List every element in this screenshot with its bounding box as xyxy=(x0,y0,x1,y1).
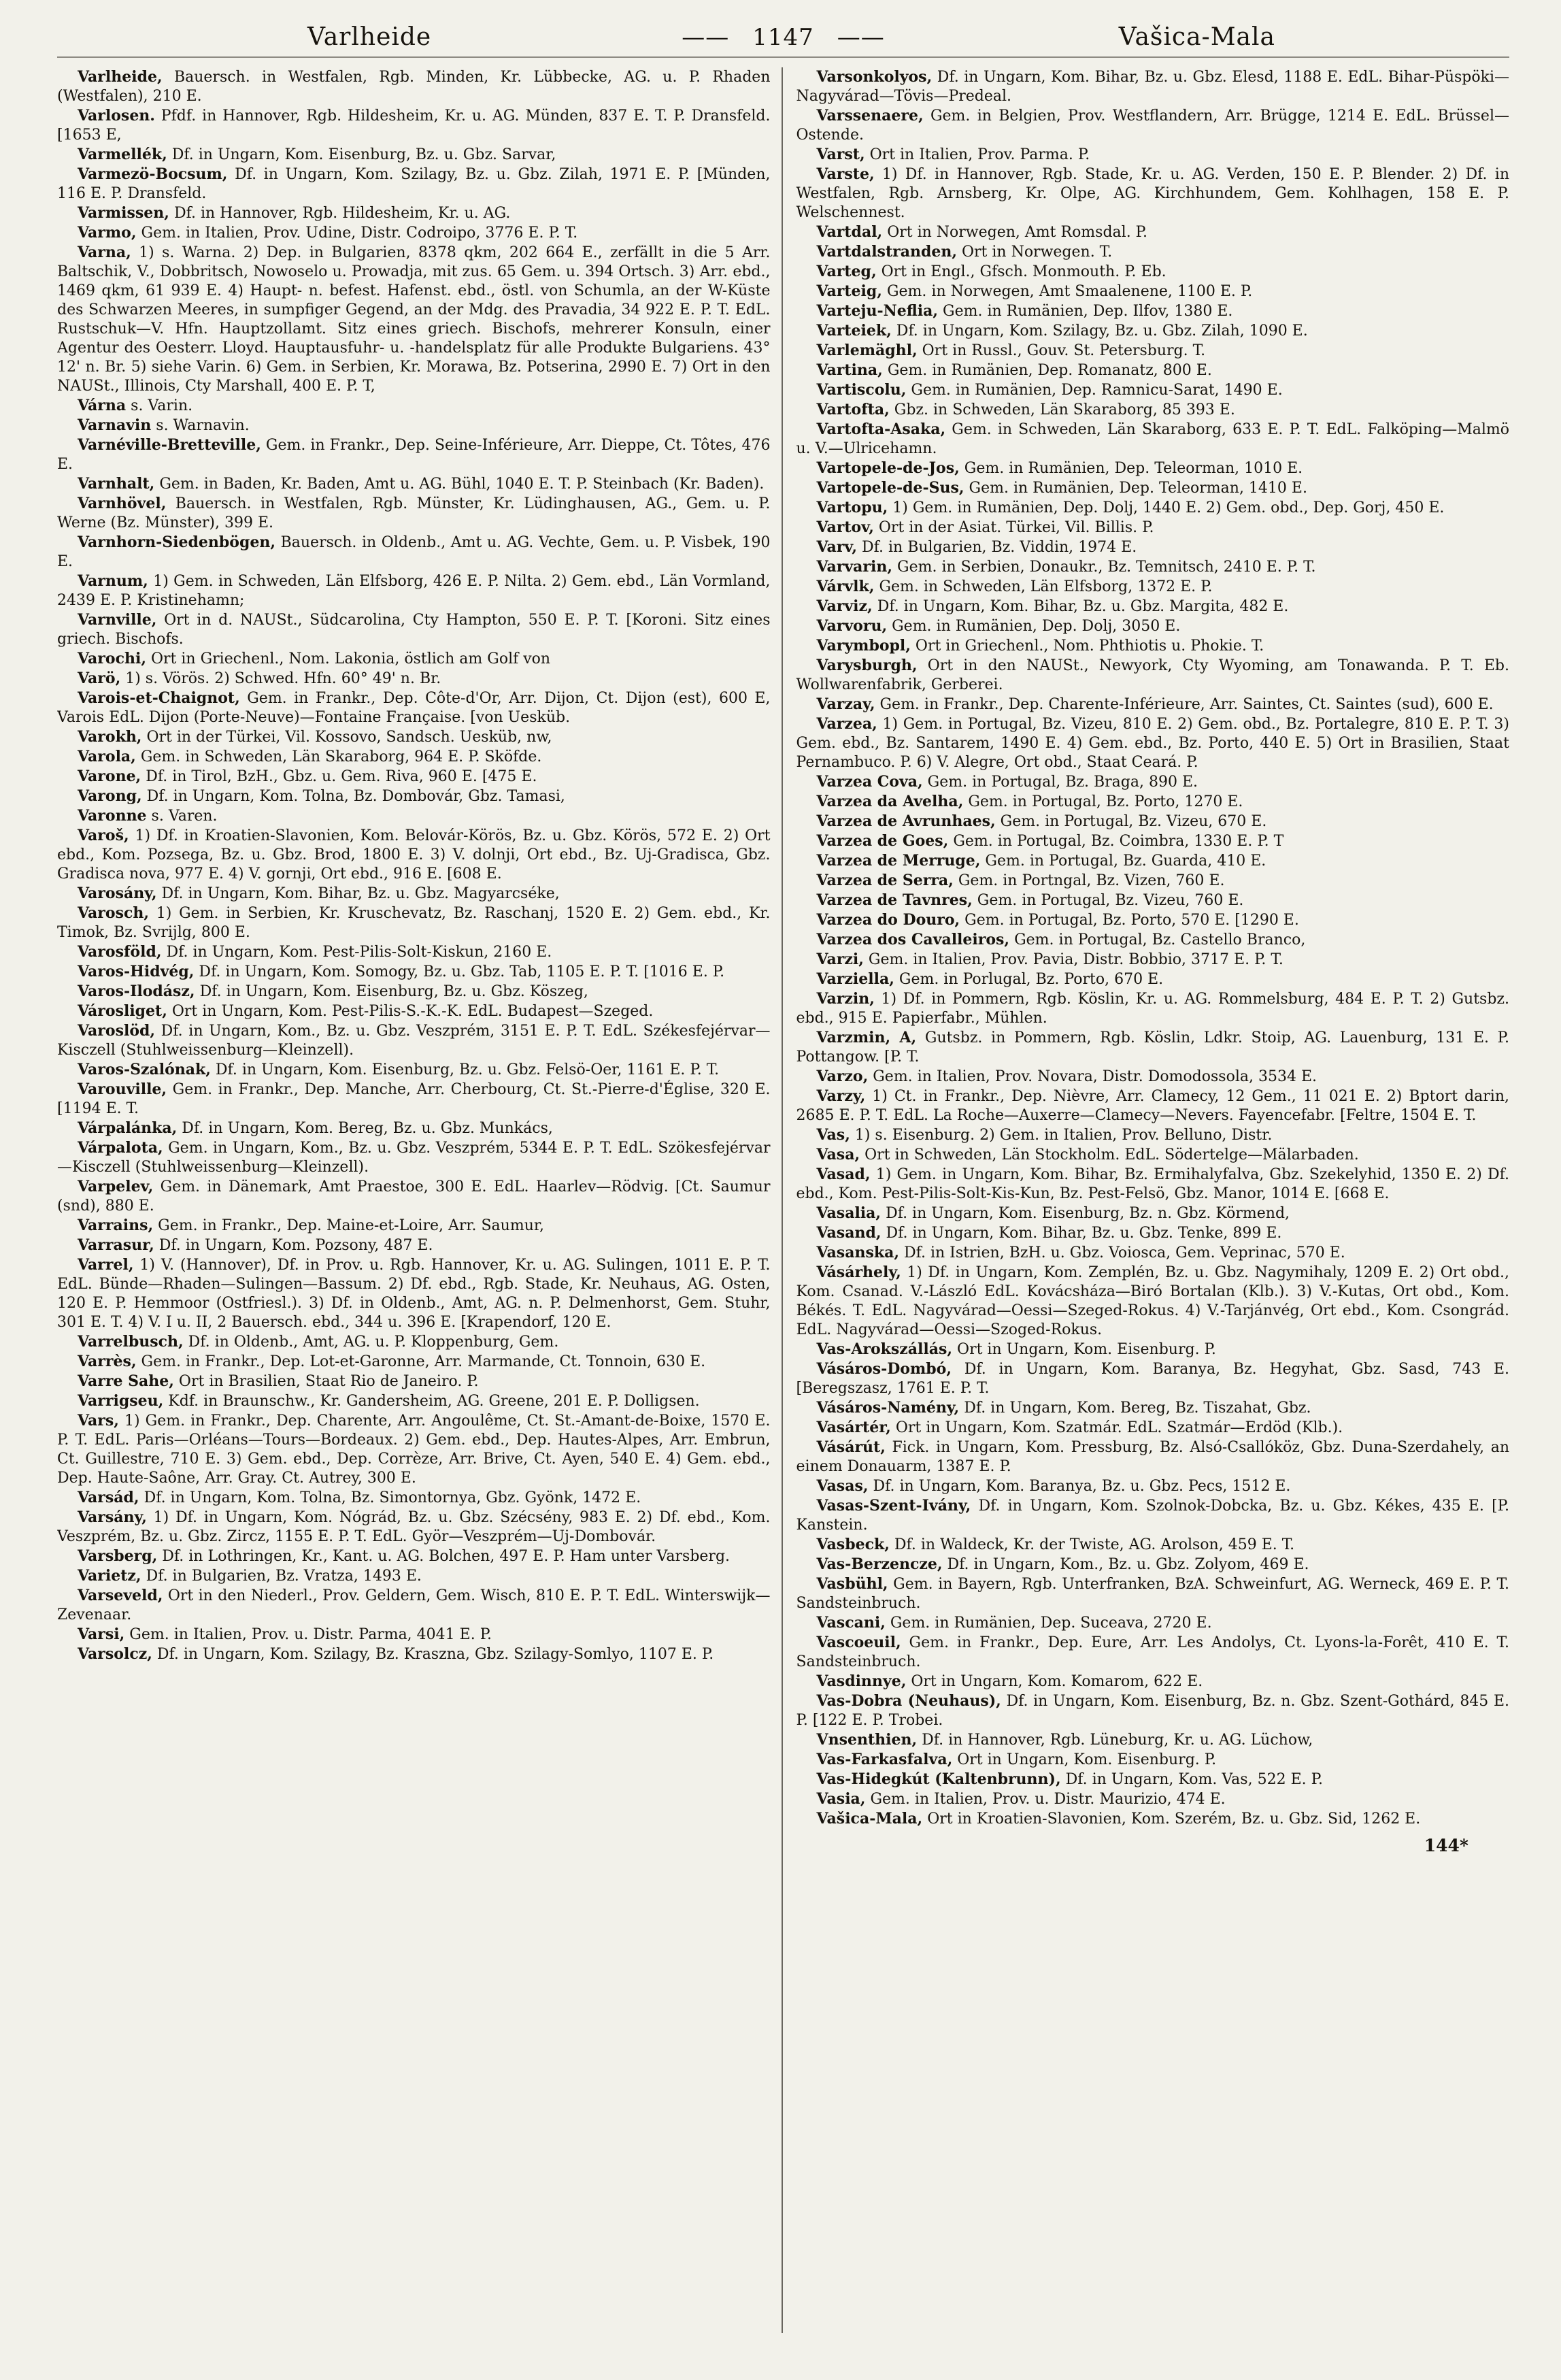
gazetteer-entry: Varsád, Df. in Ungarn, Kom. Tolna, Bz. Simontornya, Gbz. Gyönk, 1472 E. xyxy=(78,1489,641,1506)
text-columns xyxy=(57,67,1509,2333)
entry-headword: Vásáros-Dombó, xyxy=(816,1360,952,1378)
gazetteer-entry: Varzay, Gem. in Frankr., Dep. Charente-Inférieure, Arr. Saintes, Ct. Saintes (sud), 600 E. xyxy=(816,695,1494,713)
header-dash-left: —— xyxy=(682,24,730,51)
gazetteer-entry: Varnhalt, Gem. in Baden, Kr. Baden, Amt u. AG. Bühl, 1040 E. T. P. Steinbach (Kr. Baden). xyxy=(78,475,765,493)
entry-headword: Varnhövel, xyxy=(78,495,167,512)
entry-headword: Vartov, xyxy=(816,518,874,536)
gazetteer-entry: Varzea de Merruge, Gem. in Portugal, Bz. Guarda, 410 E. xyxy=(816,852,1266,870)
entry-headword: Vasbühl, xyxy=(816,1575,888,1593)
gazetteer-entry: Vašica-Mala, Ort in Kroatien-Slavonien, Kom. Szerém, Bz. u. Gbz. Sid, 1262 E. xyxy=(816,1810,1421,1828)
gazetteer-entry: Vasand, Df. in Ungarn, Kom. Bihar, Bz. u. Gbz. Tenke, 899 E. xyxy=(816,1224,1282,1242)
gazetteer-entry: Vásárhely, 1) Df. in Ungarn, Kom. Zemplén, Bz. u. Gbz. Nagymihaly, 1209 E. 2) Ort obd., Kom. Csanad. V.-László EdL. Kovácsháza—Biró Bortalan (Klb.). 3) V.-Kutas, Ort obd., Kom. Békés. T. EdL. Nagyvárad—Oessi—Szeged-Rokus. 4) V.-Tarjánvég, Ort ebd., Kom. Csongrád. EdL. Nagyvárad—Oessi—Szoged-Rokus. xyxy=(796,1263,1509,1338)
entry-headword: Varong, xyxy=(78,787,142,805)
entry-headword: Vascani, xyxy=(816,1614,886,1632)
gazetteer-entry: Varoslöd, Df. in Ungarn, Kom., Bz. u. Gbz. Veszprém, 3151 E. P. T. EdL. Székesfejérvar—Kisczell (Stuhlweissenburg—Kleinzell). xyxy=(57,1022,771,1059)
entry-headword: Vásárhely, xyxy=(816,1263,901,1281)
entry-headword: Vas-Arokszállás, xyxy=(816,1340,953,1358)
entry-headword: Varmo, xyxy=(78,224,137,242)
gazetteer-entry: Varzea Cova, Gem. in Portugal, Bz. Braga, 890 E. xyxy=(816,773,1198,791)
entry-headword: Vartopele-de-Sus, xyxy=(816,479,964,497)
gazetteer-entry: Varmezö-Bocsum, Df. in Ungarn, Kom. Szilagy, Bz. u. Gbz. Zilah, 1971 E. P. [Münden, 116 E. P. Dransfeld. xyxy=(57,165,771,202)
entry-headword: Varseveld, xyxy=(78,1587,163,1604)
entry-headword: Vasártér, xyxy=(816,1419,891,1436)
gazetteer-entry: Várpalánka, Df. in Ungarn, Kom. Bereg, Bz. u. Gbz. Munkács, xyxy=(78,1119,553,1137)
entry-headword: Varnville, xyxy=(78,611,157,629)
entry-headword: Vašica-Mala, xyxy=(816,1810,923,1828)
entry-headword: Vartopele-de-Jos, xyxy=(816,459,960,477)
entry-headword: Varrès, xyxy=(78,1353,137,1370)
entry-headword: Városliget, xyxy=(78,1002,167,1020)
entry-headword: Vasas-Szent-Ivány, xyxy=(816,1497,971,1515)
entry-headword: Varzea Cova, xyxy=(816,773,923,791)
gazetteer-entry: Vasbeck, Df. in Waldeck, Kr. der Twiste, AG. Arolson, 459 E. T. xyxy=(816,1536,1295,1553)
entry-headword: Varzy, xyxy=(816,1087,866,1105)
gazetteer-entry: Vartov, Ort in der Asiat. Türkei, Vil. Billis. P. xyxy=(816,518,1154,536)
entry-headword: Varrigseu, xyxy=(78,1392,164,1410)
gazetteer-entry: Varssenaere, Gem. in Belgien, Prov. Westflandern, Arr. Brügge, 1214 E. EdL. Brüssel—Ostende. xyxy=(796,107,1509,144)
gazetteer-entry: Vasia, Gem. in Italien, Prov. u. Distr. Maurizio, 474 E. xyxy=(816,1790,1226,1808)
gazetteer-entry: Varst, Ort in Italien, Prov. Parma. P. xyxy=(816,146,1090,163)
gazetteer-entry: Varos-Ilodász, Df. in Ungarn, Kom. Eisenburg, Bz. u. Gbz. Köszeg, xyxy=(78,982,588,1000)
gazetteer-entry: Varonne s. Varen. xyxy=(78,807,218,825)
gazetteer-entry: Varpelev, Gem. in Dänemark, Amt Praestoe, 300 E. EdL. Haarlev—Rödvig. [Ct. Saumur (snd), 880 E. xyxy=(57,1178,771,1214)
page-header xyxy=(57,23,1509,51)
gazetteer-entry: Varosány, Df. in Ungarn, Kom. Bihar, Bz. u. Gbz. Magyarcséke, xyxy=(78,885,560,902)
header-right-keyword: Vašica-Mala xyxy=(1118,23,1275,51)
gazetteer-entry: Varste, 1) Df. in Hannover, Rgb. Stade, Kr. u. AG. Verden, 150 E. P. Blender. 2) Df. in Westfalen, Rgb. Arnsberg, Kr. Olpe, AG. Kirchhundem, Gem. Kohlhagen, 158 E. P. Welschennest. xyxy=(796,165,1509,221)
entry-headword: Vas-Berzencze, xyxy=(816,1555,943,1573)
entry-headword: Varmellék, xyxy=(78,146,167,163)
entry-headword: Varsány, xyxy=(78,1508,147,1526)
gazetteer-entry: Vartopele-de-Jos, Gem. in Rumänien, Dep. Teleorman, 1010 E. xyxy=(816,459,1303,477)
gazetteer-entry: Várvlk, Gem. in Schweden, Län Elfsborg, 1372 E. P. xyxy=(816,578,1213,595)
gazetteer-entry: Varmellék, Df. in Ungarn, Kom. Eisenburg, Bz. u. Gbz. Sarvar, xyxy=(78,146,556,163)
entry-headword: Varonne xyxy=(78,807,147,825)
entry-headword: Varnéville-Bretteville, xyxy=(78,436,261,454)
entry-headword: Vasia, xyxy=(816,1790,866,1808)
gazetteer-entry: Vasa, Ort in Schweden, Län Stockholm. EdL. Södertelge—Mälarbaden. xyxy=(816,1146,1359,1163)
entry-headword: Varsád, xyxy=(78,1489,139,1506)
entry-headword: Varnum, xyxy=(78,572,148,590)
entry-headword: Varteig, xyxy=(816,282,882,300)
gazetteer-entry: Varysburgh, Ort in den NAUSt., Newyork, Cty Wyoming, am Tonawanda. P. T. Eb. Wollwarenfabrik, Gerberei. xyxy=(796,657,1509,693)
gazetteer-entry: Várpalota, Gem. in Ungarn, Kom., Bz. u. Gbz. Veszprém, 5344 E. P. T. EdL. Szökesfejérvar—Kisczell (Stuhlweissenburg—Kleinzell). xyxy=(57,1139,771,1176)
entry-headword: Vásáros-Namény, xyxy=(816,1399,960,1417)
entry-headword: Vasas, xyxy=(816,1477,869,1495)
entry-headword: Varzea de Goes, xyxy=(816,832,949,850)
column-divider xyxy=(782,67,783,2333)
gazetteer-entry: Varnville, Ort in d. NAUSt., Südcarolina, Cty Hampton, 550 E. P. T. [Koroni. Sitz eines griech. Bischofs. xyxy=(57,611,771,648)
right-column xyxy=(783,67,1510,2333)
gazetteer-entry: Varziella, Gem. in Porlugal, Bz. Porto, 670 E. xyxy=(816,970,1164,988)
entry-headword: Varos-Hidvég, xyxy=(78,963,195,980)
entry-headword: Varzea de Merruge, xyxy=(816,852,981,870)
entry-headword: Varteg, xyxy=(816,263,877,280)
gazetteer-entry: Vartdalstranden, Ort in Norwegen. T. xyxy=(816,243,1113,261)
entry-headword: Vasad, xyxy=(816,1166,871,1183)
entry-headword: Vas, xyxy=(816,1126,850,1144)
entry-headword: Varnhorn-Siedenbögen, xyxy=(78,533,275,551)
gazetteer-entry: Varochi, Ort in Griechenl., Nom. Lakonia, östlich am Golf von xyxy=(78,650,551,667)
entry-headword: Varsi, xyxy=(78,1625,125,1643)
gazetteer-entry: Vartopele-de-Sus, Gem. in Rumänien, Dep. Teleorman, 1410 E. xyxy=(816,479,1307,497)
gazetteer-entry: Varnhövel, Bauersch. in Westfalen, Rgb. Münster, Kr. Lüdinghausen, AG., Gem. u. P. Werne (Bz. Münster), 399 E. xyxy=(57,495,771,531)
gazetteer-entry: Vartofta-Asaka, Gem. in Schweden, Län Skaraborg, 633 E. P. T. EdL. Falköping—Malmö u. V.—Ulricehamn. xyxy=(796,420,1509,457)
gazetteer-entry: Varzea de Avrunhaes, Gem. in Portugal, Bz. Vizeu, 670 E. xyxy=(816,812,1267,830)
gazetteer-entry: Vas-Dobra (Neuhaus), Df. in Ungarn, Kom. Eisenburg, Bz. n. Gbz. Szent-Gothárd, 845 E. P. [122 E. P. Trobei. xyxy=(796,1692,1509,1729)
entry-headword: Varnhalt, xyxy=(78,475,155,493)
gazetteer-entry: Varzea de Goes, Gem. in Portugal, Bz. Coimbra, 1330 E. P. T xyxy=(816,832,1284,850)
gazetteer-entry: Varokh, Ort in der Türkei, Vil. Kossovo, Sandsch. Uesküb, nw, xyxy=(78,728,552,746)
entry-headword: Varosföld, xyxy=(78,943,162,961)
gazetteer-entry: Vartofta, Gbz. in Schweden, Län Skaraborg, 85 393 E. xyxy=(816,401,1235,418)
gazetteer-entry: Vartiscolu, Gem. in Rumänien, Dep. Ramnicu-Sarat, 1490 E. xyxy=(816,381,1283,399)
entry-headword: Várpalota, xyxy=(78,1139,163,1157)
entry-headword: Varietz, xyxy=(78,1567,141,1585)
entry-headword: Varzea do Douro, xyxy=(816,911,960,929)
entry-headword: Varzi, xyxy=(816,951,864,968)
entry-headword: Varlemäghl, xyxy=(816,342,918,359)
entry-headword: Varois-et-Chaignot, xyxy=(78,689,240,707)
entry-headword: Varzea da Avelha, xyxy=(816,793,964,810)
gazetteer-entry: Vasdinnye, Ort in Ungarn, Kom. Komarom, 622 E. xyxy=(816,1672,1203,1690)
left-column xyxy=(57,67,782,2333)
entry-headword: Vas-Dobra (Neuhaus), xyxy=(816,1692,1001,1710)
signature-mark: 144* xyxy=(1424,1836,1468,1855)
gazetteer-entry: Vasas-Szent-Ivány, Df. in Ungarn, Kom. Szolnok-Dobcka, Bz. u. Gbz. Kékes, 435 E. [P. Kanstein. xyxy=(796,1497,1509,1534)
gazetteer-entry: Varzo, Gem. in Italien, Prov. Novara, Distr. Domodossola, 3534 E. xyxy=(816,1068,1317,1085)
entry-headword: Varokh, xyxy=(78,728,142,746)
entry-headword: Varos-Szalónak, xyxy=(78,1061,211,1078)
entry-headword: Varone, xyxy=(78,767,141,785)
page-number: 1147 xyxy=(752,24,814,51)
entry-headword: Varos-Ilodász, xyxy=(78,982,195,1000)
gazetteer-entry: Varnéville-Bretteville, Gem. in Frankr., Dep. Seine-Inférieure, Arr. Dieppe, Ct. Tôtes, 476 E. xyxy=(57,436,771,473)
gazetteer-entry: Vartopu, 1) Gem. in Rumänien, Dep. Dolj, 1440 E. 2) Gem. obd., Dep. Gorj, 450 E. xyxy=(816,499,1445,516)
gazetteer-entry: Vascoeuil, Gem. in Frankr., Dep. Eure, Arr. Les Andolys, Ct. Lyons-la-Forêt, 410 E. T. Sandsteinbruch. xyxy=(796,1634,1509,1670)
entry-headword: Varzmin, A, xyxy=(816,1029,917,1046)
entry-headword: Vartina, xyxy=(816,361,883,379)
gazetteer-entry: Vartdal, Ort in Norwegen, Amt Romsdal. P. xyxy=(816,223,1148,241)
entry-headword: Varzea de Tavnres, xyxy=(816,891,973,909)
gazetteer-entry: Varv, Df. in Bulgarien, Bz. Viddin, 1974 E. xyxy=(816,538,1137,556)
entry-headword: Vartdalstranden, xyxy=(816,243,957,261)
entry-headword: Varpelev, xyxy=(78,1178,154,1195)
right-column-entries xyxy=(796,67,1510,1829)
entry-headword: Varmezö-Bocsum, xyxy=(78,165,228,183)
header-dash-right: —— xyxy=(837,24,885,51)
entry-headword: Vasanska, xyxy=(816,1244,899,1261)
gazetteer-entry: Varvoru, Gem. in Rumänien, Dep. Dolj, 3050 E. xyxy=(816,617,1181,635)
entry-headword: Varsolcz, xyxy=(78,1645,152,1663)
entry-headword: Varzin, xyxy=(816,990,875,1008)
entry-headword: Varzea, xyxy=(816,715,877,733)
header-left-keyword: Varlheide xyxy=(307,23,432,51)
gazetteer-entry: Varoš, 1) Df. in Kroatien-Slavonien, Kom. Belovár-Körös, Bz. u. Gbz. Körös, 572 E. 2) Ort ebd., Kom. Pozsega, Bz. u. Gbz. Brod, 1800 E. 3) V. dolnji, Ort ebd., Bz. Uj-Gradisca, Gbz. Gradisca nova, 977 E. 4) V. gornji, Ort ebd., 916 E. [608 E. xyxy=(57,827,771,882)
gazetteer-entry: Varlemäghl, Ort in Russl., Gouv. St. Petersburg. T. xyxy=(816,342,1206,359)
gazetteer-entry: Varzmin, A, Gutsbz. in Pommern, Rgb. Köslin, Ldkr. Stoip, AG. Lauenburg, 131 E. P. Pottangow. [P. T. xyxy=(796,1029,1509,1065)
gazetteer-entry: Vasanska, Df. in Istrien, BzH. u. Gbz. Voiosca, Gem. Veprinac, 570 E. xyxy=(816,1244,1345,1261)
entry-headword: Várpalánka, xyxy=(78,1119,178,1137)
entry-headword: Varzea dos Cavalleiros, xyxy=(816,931,1010,948)
entry-headword: Varssenaere, xyxy=(816,107,924,125)
entry-headword: Varlosen. xyxy=(78,107,155,125)
gazetteer-entry: Varone, Df. in Tirol, BzH., Gbz. u. Gem. Riva, 960 E. [475 E. xyxy=(78,767,537,785)
gazetteer-entry: Varvarin, Gem. in Serbien, Donaukr., Bz. Temnitsch, 2410 E. P. T. xyxy=(816,558,1316,576)
entry-headword: Varymbopl, xyxy=(816,637,911,655)
gazetteer-entry: Vas-Arokszállás, Ort in Ungarn, Kom. Eisenburg. P. xyxy=(816,1340,1216,1358)
gazetteer-entry: Vnsenthien, Df. in Hannover, Rgb. Lüneburg, Kr. u. AG. Lüchow, xyxy=(816,1731,1313,1749)
gazetteer-entry: Vasas, Df. in Ungarn, Kom. Baranya, Bz. u. Gbz. Pecs, 1512 E. xyxy=(816,1477,1291,1495)
gazetteer-entry: Vas-Hidegkút (Kaltenbrunn), Df. in Ungarn, Kom. Vas, 522 E. P. xyxy=(816,1770,1323,1788)
entry-headword: Varste, xyxy=(816,165,875,183)
entry-headword: Varrains, xyxy=(78,1217,154,1234)
gazetteer-entry: Varzea da Avelha, Gem. in Portugal, Bz. Porto, 1270 E. xyxy=(816,793,1243,810)
gazetteer-entry: Varö, 1) s. Vörös. 2) Schwed. Hfn. 60° 49' n. Br. xyxy=(78,670,441,687)
gazetteer-entry: Vas, 1) s. Eisenburg. 2) Gem. in Italien, Prov. Belluno, Distr. xyxy=(816,1126,1273,1144)
entry-headword: Varviz, xyxy=(816,597,873,615)
gazetteer-entry: Varola, Gem. in Schweden, Län Skaraborg, 964 E. P. Sköfde. xyxy=(78,748,542,765)
gazetteer-entry: Vasad, 1) Gem. in Ungarn, Kom. Bihar, Bz. Ermihalyfalva, Gbz. Szekelyhid, 1350 E. 2) Df. ebd., Kom. Pest-Pilis-Solt-Kis-Kun, Bz. Pest-Felsö, Gbz. Manor, 1014 E. [668 E. xyxy=(796,1166,1509,1202)
gazetteer-entry: Varietz, Df. in Bulgarien, Bz. Vratza, 1493 E. xyxy=(78,1567,422,1585)
entry-headword: Varvarin, xyxy=(816,558,893,576)
gazetteer-entry: Varlheide, Bauersch. in Westfalen, Rgb. Minden, Kr. Lübbecke, AG. u. P. Rhaden (Westfalen), 210 E. xyxy=(57,68,771,105)
entry-headword: Vas-Hidegkút (Kaltenbrunn), xyxy=(816,1770,1061,1788)
gazetteer-entry: Vasalia, Df. in Ungarn, Kom. Eisenburg, Bz. n. Gbz. Körmend, xyxy=(816,1204,1290,1222)
gazetteer-entry: Varosföld, Df. in Ungarn, Kom. Pest-Pilis-Solt-Kiskun, 2160 E. xyxy=(78,943,552,961)
gazetteer-entry: Varzea de Serra, Gem. in Portngal, Bz. Vizen, 760 E. xyxy=(816,872,1225,889)
entry-headword: Varzay, xyxy=(816,695,875,713)
entry-headword: Varteiek, xyxy=(816,322,892,340)
entry-headword: Varrelbusch, xyxy=(78,1333,184,1351)
gazetteer-entry: Varrel, 1) V. (Hannover), Df. in Prov. u. Rgb. Hannover, Kr. u. AG. Sulingen, 1011 E. P. T. EdL. Bünde—Rhaden—Sulingen—Bassum. 2) Df. ebd., Rgb. Stade, Kr. Neuhaus, AG. Osten, 120 E. P. Hemmoor (Ostfriesl.). 3) Df. in Oldenb., Amt, AG. n. P. Delmenhorst, Gem. Stuhr, 301 E. T. 4) V. I u. II, 2 Bauersch. ebd., 344 u. 396 E. [Krapendorf, 120 E. xyxy=(57,1256,771,1331)
gazetteer-entry: Varnavin s. Warnavin. xyxy=(78,416,250,434)
gazetteer-entry: Varzea dos Cavalleiros, Gem. in Portugal, Bz. Castello Branco, xyxy=(816,931,1306,948)
entry-headword: Varna, xyxy=(78,244,131,261)
entry-headword: Varochi, xyxy=(78,650,146,667)
gazetteer-entry: Varouville, Gem. in Frankr., Dep. Manche, Arr. Cherbourg, Ct. St.-Pierre-d'Église, 320 E. [1194 E. T. xyxy=(57,1080,771,1117)
entry-headword: Varsonkolyos, xyxy=(816,68,933,86)
gazetteer-entry: Varteig, Gem. in Norwegen, Amt Smaalenene, 1100 E. P. xyxy=(816,282,1253,300)
gazetteer-entry: Vásárút, Fick. in Ungarn, Kom. Pressburg, Bz. Alsó-Csallóköz, Gbz. Duna-Szerdahely, an einem Donauarm, 1387 E. P. xyxy=(796,1438,1509,1475)
gazetteer-entry: Várna s. Varin. xyxy=(78,397,193,414)
entry-headword: Vartdal, xyxy=(816,223,883,241)
gazetteer-entry: Varzea de Tavnres, Gem. in Portugal, Bz. Vizeu, 760 E. xyxy=(816,891,1244,909)
gazetteer-entry: Vásáros-Namény, Df. in Ungarn, Kom. Bereg, Bz. Tiszahat, Gbz. xyxy=(816,1399,1311,1417)
gazetteer-entry: Varong, Df. in Ungarn, Kom. Tolna, Bz. Dombovár, Gbz. Tamasi, xyxy=(78,787,565,805)
gazetteer-entry: Varnhorn-Siedenbögen, Bauersch. in Oldenb., Amt u. AG. Vechte, Gem. u. P. Visbek, 190 E. xyxy=(57,533,771,570)
gazetteer-entry: Varrès, Gem. in Frankr., Dep. Lot-et-Garonne, Arr. Marmande, Ct. Tonnoin, 630 E. xyxy=(78,1353,706,1370)
entry-headword: Varosch, xyxy=(78,904,150,922)
gazetteer-entry: Varlosen. Pfdf. in Hannover, Rgb. Hildesheim, Kr. u. AG. Münden, 837 E. T. P. Dransfeld. [1653 E, xyxy=(57,107,771,144)
entry-headword: Varvoru, xyxy=(816,617,888,635)
gazetteer-entry: Varteiek, Df. in Ungarn, Kom. Szilagy, Bz. u. Gbz. Zilah, 1090 E. xyxy=(816,322,1308,340)
entry-headword: Varv, xyxy=(816,538,858,556)
gazetteer-entry: Varzea, 1) Gem. in Portugal, Bz. Vizeu, 810 E. 2) Gem. obd., Bz. Portalegre, 810 E. P. T. 3) Gem. ebd., Bz. Santarem, 1490 E. 4) Gem. ebd., Bz. Porto, 440 E. 5) Ort in Brasilien, Staat Pernambuco. P. 6) V. Alegre, Ort obd., Staat Ceará. P. xyxy=(796,715,1509,771)
entry-headword: Varrel, xyxy=(78,1256,134,1274)
gazetteer-entry: Varmo, Gem. in Italien, Prov. Udine, Distr. Codroipo, 3776 E. P. T. xyxy=(78,224,578,242)
header-rule xyxy=(57,56,1509,58)
gazetteer-entry: Vasártér, Ort in Ungarn, Kom. Szatmár. EdL. Szatmár—Erdöd (Klb.). xyxy=(816,1419,1343,1436)
gazetteer-entry: Varsberg, Df. in Lothringen, Kr., Kant. u. AG. Bolchen, 497 E. P. Ham unter Varsberg. xyxy=(78,1547,731,1565)
gazetteer-entry: Vásáros-Dombó, Df. in Ungarn, Kom. Baranya, Bz. Hegyhat, Gbz. Sasd, 743 E. [Beregszasz, 1761 E. P. T. xyxy=(796,1360,1509,1397)
entry-headword: Varö, xyxy=(78,670,121,687)
entry-headword: Varsberg, xyxy=(78,1547,158,1565)
gazetteer-entry: Varos-Hidvég, Df. in Ungarn, Kom. Somogy, Bz. u. Gbz. Tab, 1105 E. P. T. [1016 E. P. xyxy=(78,963,725,980)
entry-headword: Vas-Farkasfalva, xyxy=(816,1751,953,1768)
entry-headword: Varysburgh, xyxy=(816,657,918,674)
gazetteer-entry: Városliget, Ort in Ungarn, Kom. Pest-Pilis-S.-K.-K. EdL. Budapest—Szeged. xyxy=(78,1002,654,1020)
entry-headword: Varre Sahe, xyxy=(78,1372,174,1390)
entry-headword: Varst, xyxy=(816,146,865,163)
entry-headword: Vasand, xyxy=(816,1224,882,1242)
gazetteer-entry: Varos-Szalónak, Df. in Ungarn, Kom. Eisenburg, Bz. u. Gbz. Felsö-Oer, 1161 E. P. T. xyxy=(78,1061,720,1078)
gazetteer-entry: Varre Sahe, Ort in Brasilien, Staat Rio de Janeiro. P. xyxy=(78,1372,479,1390)
gazetteer-entry: Varseveld, Ort in den Niederl., Prov. Geldern, Gem. Wisch, 810 E. P. T. EdL. Winterswijk—Zevenaar. xyxy=(57,1587,771,1623)
entry-headword: Varziella, xyxy=(816,970,894,988)
gazetteer-entry: Varteju-Neflia, Gem. in Rumänien, Dep. Ilfov, 1380 E. xyxy=(816,302,1233,320)
gazetteer-entry: Vascani, Gem. in Rumänien, Dep. Suceava, 2720 E. xyxy=(816,1614,1212,1632)
entry-headword: Vartiscolu, xyxy=(816,381,907,399)
gazetteer-entry: Vas-Farkasfalva, Ort in Ungarn, Kom. Eisenburg. P. xyxy=(816,1751,1217,1768)
entry-headword: Varouville, xyxy=(78,1080,167,1098)
gazetteer-entry: Varzea do Douro, Gem. in Portugal, Bz. Porto, 570 E. [1290 E. xyxy=(816,911,1299,929)
entry-headword: Varoš, xyxy=(78,827,129,844)
entry-headword: Vasdinnye, xyxy=(816,1672,907,1690)
gazetteer-entry: Vars, 1) Gem. in Frankr., Dep. Charente, Arr. Angoulême, Ct. St.-Amant-de-Boixe, 1570 E. P. T. EdL. Paris—Orléans—Tours—Bordeaux. 2) Gem. ebd., Dep. Hautes-Alpes, Arr. Embrun, Ct. Guillestre, 710 E. 3) Gem. ebd., Dep. Corrèze, Arr. Brive, Ct. Ayen, 540 E. 4) Gem. ebd., Dep. Haute-Saône, Arr. Gray. Ct. Autrey, 300 E. xyxy=(57,1412,771,1487)
entry-headword: Varmissen, xyxy=(78,204,169,222)
gazetteer-entry: Vas-Berzencze, Df. in Ungarn, Kom., Bz. u. Gbz. Zolyom, 469 E. xyxy=(816,1555,1309,1573)
entry-headword: Vartopu, xyxy=(816,499,888,516)
entry-headword: Vars, xyxy=(78,1412,119,1429)
entry-headword: Vnsenthien, xyxy=(816,1731,918,1749)
entry-headword: Vasbeck, xyxy=(816,1536,890,1553)
gazetteer-entry: Varnum, 1) Gem. in Schweden, Län Elfsborg, 426 E. P. Nilta. 2) Gem. ebd., Län Vormland, 2439 E. P. Kristinehamn; xyxy=(57,572,771,609)
gazetteer-entry: Varymbopl, Ort in Griechenl., Nom. Phthiotis u. Phokie. T. xyxy=(816,637,1264,655)
gazetteer-entry: Varzin, 1) Df. in Pommern, Rgb. Köslin, Kr. u. AG. Rommelsburg, 484 E. P. T. 2) Gutsbz. ebd., 915 E. Papierfabr., Mühlen. xyxy=(796,990,1509,1027)
gazetteer-entry: Varosch, 1) Gem. in Serbien, Kr. Kruschevatz, Bz. Raschanj, 1520 E. 2) Gem. ebd., Kr. Timok, Bz. Svrijlg, 800 E. xyxy=(57,904,771,941)
gazetteer-entry: Varsolcz, Df. in Ungarn, Kom. Szilagy, Bz. Kraszna, Gbz. Szilagy-Somlyo, 1107 E. P. xyxy=(78,1645,714,1663)
entry-headword: Varrasur, xyxy=(78,1236,154,1254)
entry-headword: Varteju-Neflia, xyxy=(816,302,939,320)
entry-headword: Vartofta-Asaka, xyxy=(816,420,946,438)
entry-headword: Varoslöd, xyxy=(78,1022,156,1040)
entry-headword: Várna xyxy=(78,397,127,414)
header-page-number-group xyxy=(682,24,885,51)
gazetteer-entry: Varzi, Gem. in Italien, Prov. Pavia, Distr. Bobbio, 3717 E. P. T. xyxy=(816,951,1283,968)
entry-headword: Vascoeuil, xyxy=(816,1634,901,1651)
gazetteer-entry: Varrasur, Df. in Ungarn, Kom. Pozsony, 487 E. xyxy=(78,1236,433,1254)
gazetteer-entry: Varsány, 1) Df. in Ungarn, Kom. Nógrád, Bz. u. Gbz. Szécsény, 983 E. 2) Df. ebd., Kom. Veszprém, Bz. u. Gbz. Zircz, 1155 E. P. T. EdL. Györ—Veszprém—Uj-Dombovár. xyxy=(57,1508,771,1545)
gazetteer-entry: Varrains, Gem. in Frankr., Dep. Maine-et-Loire, Arr. Saumur, xyxy=(78,1217,544,1234)
entry-headword: Varzea de Serra, xyxy=(816,872,954,889)
entry-headword: Vartofta, xyxy=(816,401,890,418)
gazetteer-entry: Varsi, Gem. in Italien, Prov. u. Distr. Parma, 4041 E. P. xyxy=(78,1625,492,1643)
entry-headword: Varzea de Avrunhaes, xyxy=(816,812,996,830)
gazetteer-entry: Varrigseu, Kdf. in Braunschw., Kr. Gandersheim, AG. Greene, 201 E. P. Dolligsen. xyxy=(78,1392,700,1410)
entry-headword: Varzo, xyxy=(816,1068,869,1085)
gazetteer-entry: Varna, 1) s. Warna. 2) Dep. in Bulgarien, 8378 qkm, 202 664 E., zerfällt in die 5 Arr. Baltschik, V., Dobbritsch, Nowoselo u. Prowadja, mit zus. 65 Gem. u. 394 Ortsch. 3) Arr. ebd., 1469 qkm, 61 939 E. 4) Haupt- n. befest. Hafenst. ebd., östl. von Schumla, an der W-Küste des Schwarzen Meeres, in sumpfiger Gegend, an der Mdg. des Pravadia, 34 922 E. P. T. EdL. Rustschuk—V. Hfn. Hauptzollamt. Sitz eines griech. Bischofs, mehrerer Konsuln, einer Agentur des Oesterr. Lloyd. Hauptausfuhr- u. -handelsplatz für alle Produkte Bulgariens. 43° 12' n. Br. 5) siehe Varin. 6) Gem. in Serbien, Kr. Morawa, Bz. Potserina, 2990 E. 7) Ort in den NAUSt., Illinois, Cty Marshall, 400 E. P. T, xyxy=(57,244,771,395)
entry-headword: Vasa, xyxy=(816,1146,860,1163)
gazetteer-entry: Varois-et-Chaignot, Gem. in Frankr., Dep. Côte-d'Or, Arr. Dijon, Ct. Dijon (est), 600 E, Varois EdL. Dijon (Porte-Neuve)—Fontaine Française. [von Uesküb. xyxy=(57,689,771,726)
entry-headword: Vásárút, xyxy=(816,1438,886,1456)
entry-headword: Varlheide, xyxy=(78,68,163,86)
gazetteer-entry: Vasbühl, Gem. in Bayern, Rgb. Unterfranken, BzA. Schweinfurt, AG. Werneck, 469 E. P. T. Sandsteinbruch. xyxy=(796,1575,1509,1612)
gazetteer-entry: Vartina, Gem. in Rumänien, Dep. Romanatz, 800 E. xyxy=(816,361,1212,379)
entry-headword: Várvlk, xyxy=(816,578,875,595)
gazetteer-entry: Varviz, Df. in Ungarn, Kom. Bihar, Bz. u. Gbz. Margita, 482 E. xyxy=(816,597,1289,615)
entry-headword: Vasalia, xyxy=(816,1204,882,1222)
gazetteer-entry: Varrelbusch, Df. in Oldenb., Amt, AG. u. P. Kloppenburg, Gem. xyxy=(78,1333,559,1351)
gazetteer-entry: Varteg, Ort in Engl., Gfsch. Monmouth. P. Eb. xyxy=(816,263,1166,280)
gazetteer-entry: Varmissen, Df. in Hannover, Rgb. Hildesheim, Kr. u. AG. xyxy=(78,204,511,222)
entry-headword: Varnavin xyxy=(78,416,152,434)
entry-headword: Varosány, xyxy=(78,885,157,902)
gazetteer-entry: Varzy, 1) Ct. in Frankr., Dep. Nièvre, Arr. Clamecy, 12 Gem., 11 021 E. 2) Bptort darin, 2685 E. P. T. EdL. La Roche—Auxerre—Clamecy—Nevers. Fayencefabr. [Feltre, 1504 E. T. xyxy=(796,1087,1509,1124)
gazetteer-entry: Varsonkolyos, Df. in Ungarn, Kom. Bihar, Bz. u. Gbz. Elesd, 1188 E. EdL. Bihar-Püspöki—Nagyvárad—Tövis—Predeal. xyxy=(796,68,1509,105)
entry-headword: Varola, xyxy=(78,748,136,765)
